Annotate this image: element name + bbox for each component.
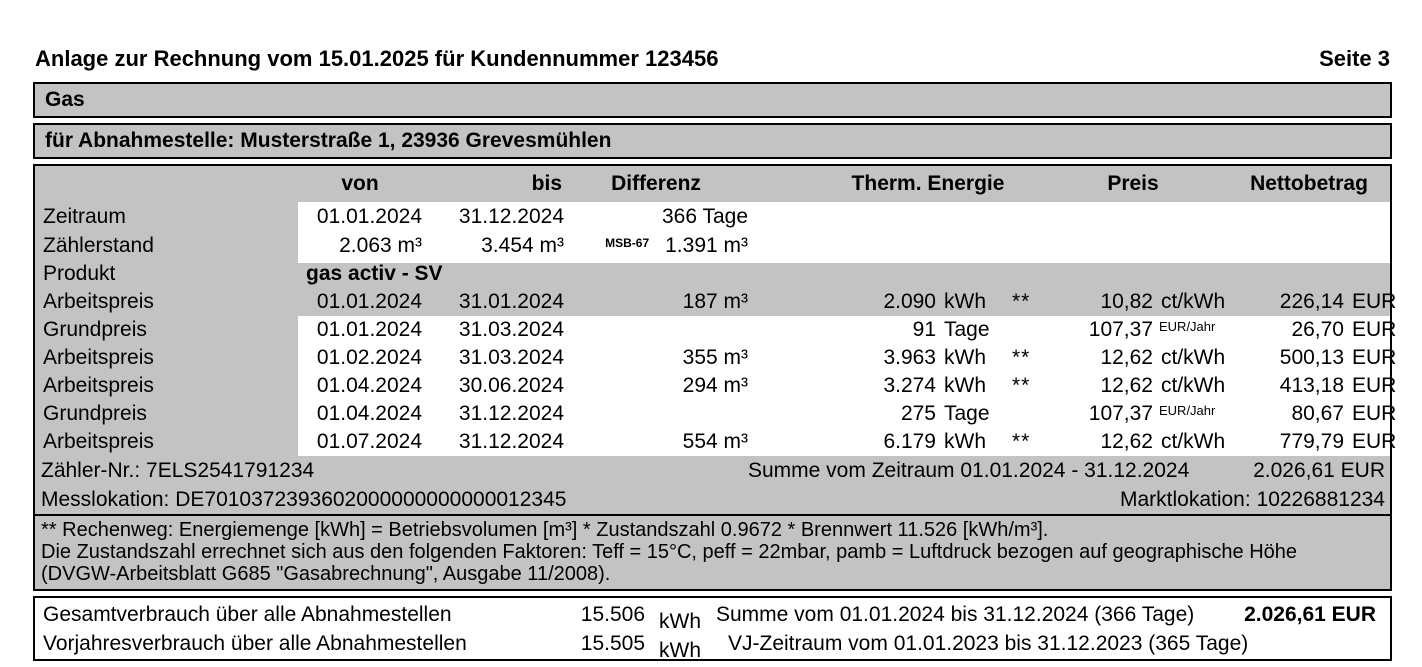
table-row-arbeitspreis	[35, 428, 1397, 456]
netto-value: 80,67	[1291, 402, 1344, 425]
von-value: 01.01.2024	[316, 290, 422, 313]
therm-value: 3.963	[883, 346, 936, 369]
previous-year-value: 15.505	[580, 632, 645, 655]
previous-year-unit: kWh	[659, 639, 701, 662]
netto-value: 226,14	[1279, 290, 1344, 313]
von-value: 01.01.2024	[316, 318, 422, 341]
footnote-line-2: Die Zustandszahl errechnet sich aus den folgenden Faktoren: Teff = 15°C, peff = 22mbar, pamb = Luftdruck bezogen auf geographische Höhe	[41, 541, 1298, 563]
meter-number: Zähler-Nr.: 7ELS2541791234	[41, 459, 315, 482]
table-row-zaehlerstand	[35, 231, 1390, 260]
therm-value: 3.274	[883, 374, 936, 397]
netto-value: 779,79	[1279, 430, 1344, 453]
meter-summary-line-2	[35, 485, 1390, 514]
differenz-value: 366 Tage	[661, 205, 748, 228]
meter-summary-line-1	[35, 456, 1390, 485]
therm-unit: kWh	[944, 374, 986, 397]
col-header-preis: Preis	[1107, 172, 1159, 195]
table-row-arbeitspreis	[35, 344, 1397, 372]
therm-value: 2.090	[883, 290, 936, 313]
gas-section-header: Gas	[33, 82, 1392, 118]
table-row-grundpreis	[35, 316, 1397, 344]
total-consumption-value: 15.506	[580, 603, 645, 626]
therm-value: 275	[900, 402, 936, 425]
bis-value: 31.03.2024	[458, 346, 564, 369]
netto-unit: EUR	[1352, 430, 1397, 453]
page-title: Anlage zur Rechnung vom 15.01.2025 für Kundennummer 123456	[35, 46, 719, 71]
previous-year-label: Vorjahresverbrauch über alle Abnahmestellen	[43, 632, 467, 655]
preis-unit: ct/kWh	[1161, 346, 1226, 369]
row-label: Grundpreis	[43, 402, 147, 425]
col-header-nettobetrag: Nettobetrag	[1250, 172, 1368, 195]
col-header-differenz: Differenz	[611, 172, 701, 195]
invoice-attachment-page	[33, 46, 1397, 662]
table-row-arbeitspreis	[35, 287, 1397, 316]
netto-unit: EUR	[1352, 402, 1397, 425]
table-row-produkt	[35, 260, 1390, 287]
therm-unit: Tage	[944, 318, 990, 341]
netto-unit: EUR	[1352, 290, 1397, 313]
von-value: 01.07.2024	[316, 430, 422, 453]
table-row-grundpreis	[35, 400, 1397, 428]
preis-value: 107,37	[1088, 402, 1153, 425]
table-row-zeitraum	[35, 202, 1390, 231]
consumption-table	[33, 164, 1397, 591]
total-consumption-label: Gesamtverbrauch über alle Abnahmestellen	[43, 603, 452, 626]
footnote-marker: **	[1012, 346, 1031, 369]
preis-value: 12,62	[1100, 374, 1153, 397]
therm-unit: kWh	[944, 290, 986, 313]
therm-value: 6.179	[883, 430, 936, 453]
row-label: Produkt	[43, 262, 116, 285]
preis-unit: ct/kWh	[1161, 430, 1226, 453]
footnote-marker: **	[1012, 374, 1031, 397]
differenz-value: 554 m³	[682, 430, 748, 453]
therm-unit: kWh	[944, 430, 986, 453]
therm-unit: Tage	[944, 402, 990, 425]
header-spacer	[35, 166, 298, 202]
col-header-von: von	[341, 172, 379, 195]
preis-value: 12,62	[1100, 430, 1153, 453]
row-label: Arbeitspreis	[43, 430, 154, 453]
row-label: Arbeitspreis	[43, 290, 154, 313]
footnote-line-1: ** Rechenweg: Energiemenge [kWh] = Betriebsvolumen [m³] * Zustandszahl 0.9672 * Brennwert 11.526 [kWh/m³].	[41, 519, 1049, 541]
therm-value: 91	[912, 318, 936, 341]
netto-unit: EUR	[1352, 346, 1397, 369]
netto-unit: EUR	[1352, 374, 1397, 397]
netto-unit: EUR	[1352, 318, 1397, 341]
bis-value: 31.01.2024	[458, 290, 564, 313]
row-label: Zählerstand	[43, 234, 154, 257]
messlokation-id: Messlokation: DE7010372393602000000000000012345	[41, 488, 567, 511]
bis-value: 3.454 m³	[481, 234, 564, 257]
msb-note: MSB-67	[605, 236, 650, 250]
bis-value: 31.12.2024	[458, 430, 564, 453]
preis-unit: ct/kWh	[1161, 290, 1226, 313]
total-consumption-box	[33, 596, 1392, 661]
preis-value: 10,82	[1100, 290, 1153, 313]
total-period: Summe vom 01.01.2024 bis 31.12.2024 (366 Tage)	[716, 603, 1195, 626]
differenz-value: 355 m³	[682, 346, 748, 369]
preis-unit: ct/kWh	[1161, 374, 1226, 397]
total-amount: 2.026,61 EUR	[1244, 603, 1376, 626]
preis-unit: EUR/Jahr	[1159, 319, 1216, 334]
row-label: Grundpreis	[43, 318, 147, 341]
page-number: Seite 3	[1319, 46, 1390, 71]
preis-unit: EUR/Jahr	[1159, 403, 1216, 418]
von-value: 01.04.2024	[316, 402, 422, 425]
row-label: Zeitraum	[43, 205, 126, 228]
netto-value: 413,18	[1279, 374, 1344, 397]
bis-value: 31.12.2024	[458, 402, 564, 425]
product-name: gas activ - SV	[306, 262, 443, 285]
col-header-bis: bis	[531, 172, 562, 195]
bis-value: 31.12.2024	[458, 205, 564, 228]
differenz-value: $^{MSB-67}$ 1.391 m³	[605, 234, 748, 257]
von-value: 01.01.2024	[316, 205, 422, 228]
preis-value: 12,62	[1100, 346, 1153, 369]
period-total-label: Summe vom Zeitraum 01.01.2024 - 31.12.2024	[748, 459, 1190, 482]
bis-value: 31.03.2024	[458, 318, 564, 341]
netto-value: 500,13	[1279, 346, 1344, 369]
von-value: 01.02.2024	[316, 346, 422, 369]
differenz-value: 187 m³	[682, 290, 748, 313]
delivery-point-header: für Abnahmestelle: Musterstraße 1, 23936 Grevesmühlen	[33, 123, 1392, 159]
preis-value: 107,37	[1088, 318, 1153, 341]
footnote-line-3: (DVGW-Arbeitsblatt G685 "Gasabrechnung", Ausgabe 11/2008).	[41, 563, 611, 585]
marktlokation-id: Marktlokation: 10226881234	[1119, 488, 1385, 511]
period-total-amount: 2.026,61 EUR	[1253, 459, 1385, 482]
calculation-footnote	[35, 514, 1390, 589]
col-header-therm-energie: Therm. Energie	[851, 172, 1005, 195]
previous-year-consumption-row	[35, 629, 1390, 662]
von-value: 01.04.2024	[316, 374, 422, 397]
differenz-value: 294 m³	[682, 374, 748, 397]
row-label: Arbeitspreis	[43, 374, 154, 397]
total-consumption-unit: kWh	[659, 610, 701, 633]
total-consumption-row	[35, 600, 1390, 633]
von-value: 2.063 m³	[339, 234, 422, 257]
netto-value: 26,70	[1291, 318, 1344, 341]
therm-unit: kWh	[944, 346, 986, 369]
table-header-row	[35, 166, 1390, 202]
row-label: Arbeitspreis	[43, 346, 154, 369]
title-bar	[33, 46, 1392, 71]
bis-value: 30.06.2024	[458, 374, 564, 397]
previous-year-period: VJ-Zeitraum vom 01.01.2023 bis 31.12.2023 (365 Tage)	[728, 632, 1249, 655]
footnote-marker: **	[1012, 290, 1031, 313]
footnote-marker: **	[1012, 430, 1031, 453]
table-row-arbeitspreis	[35, 372, 1397, 400]
